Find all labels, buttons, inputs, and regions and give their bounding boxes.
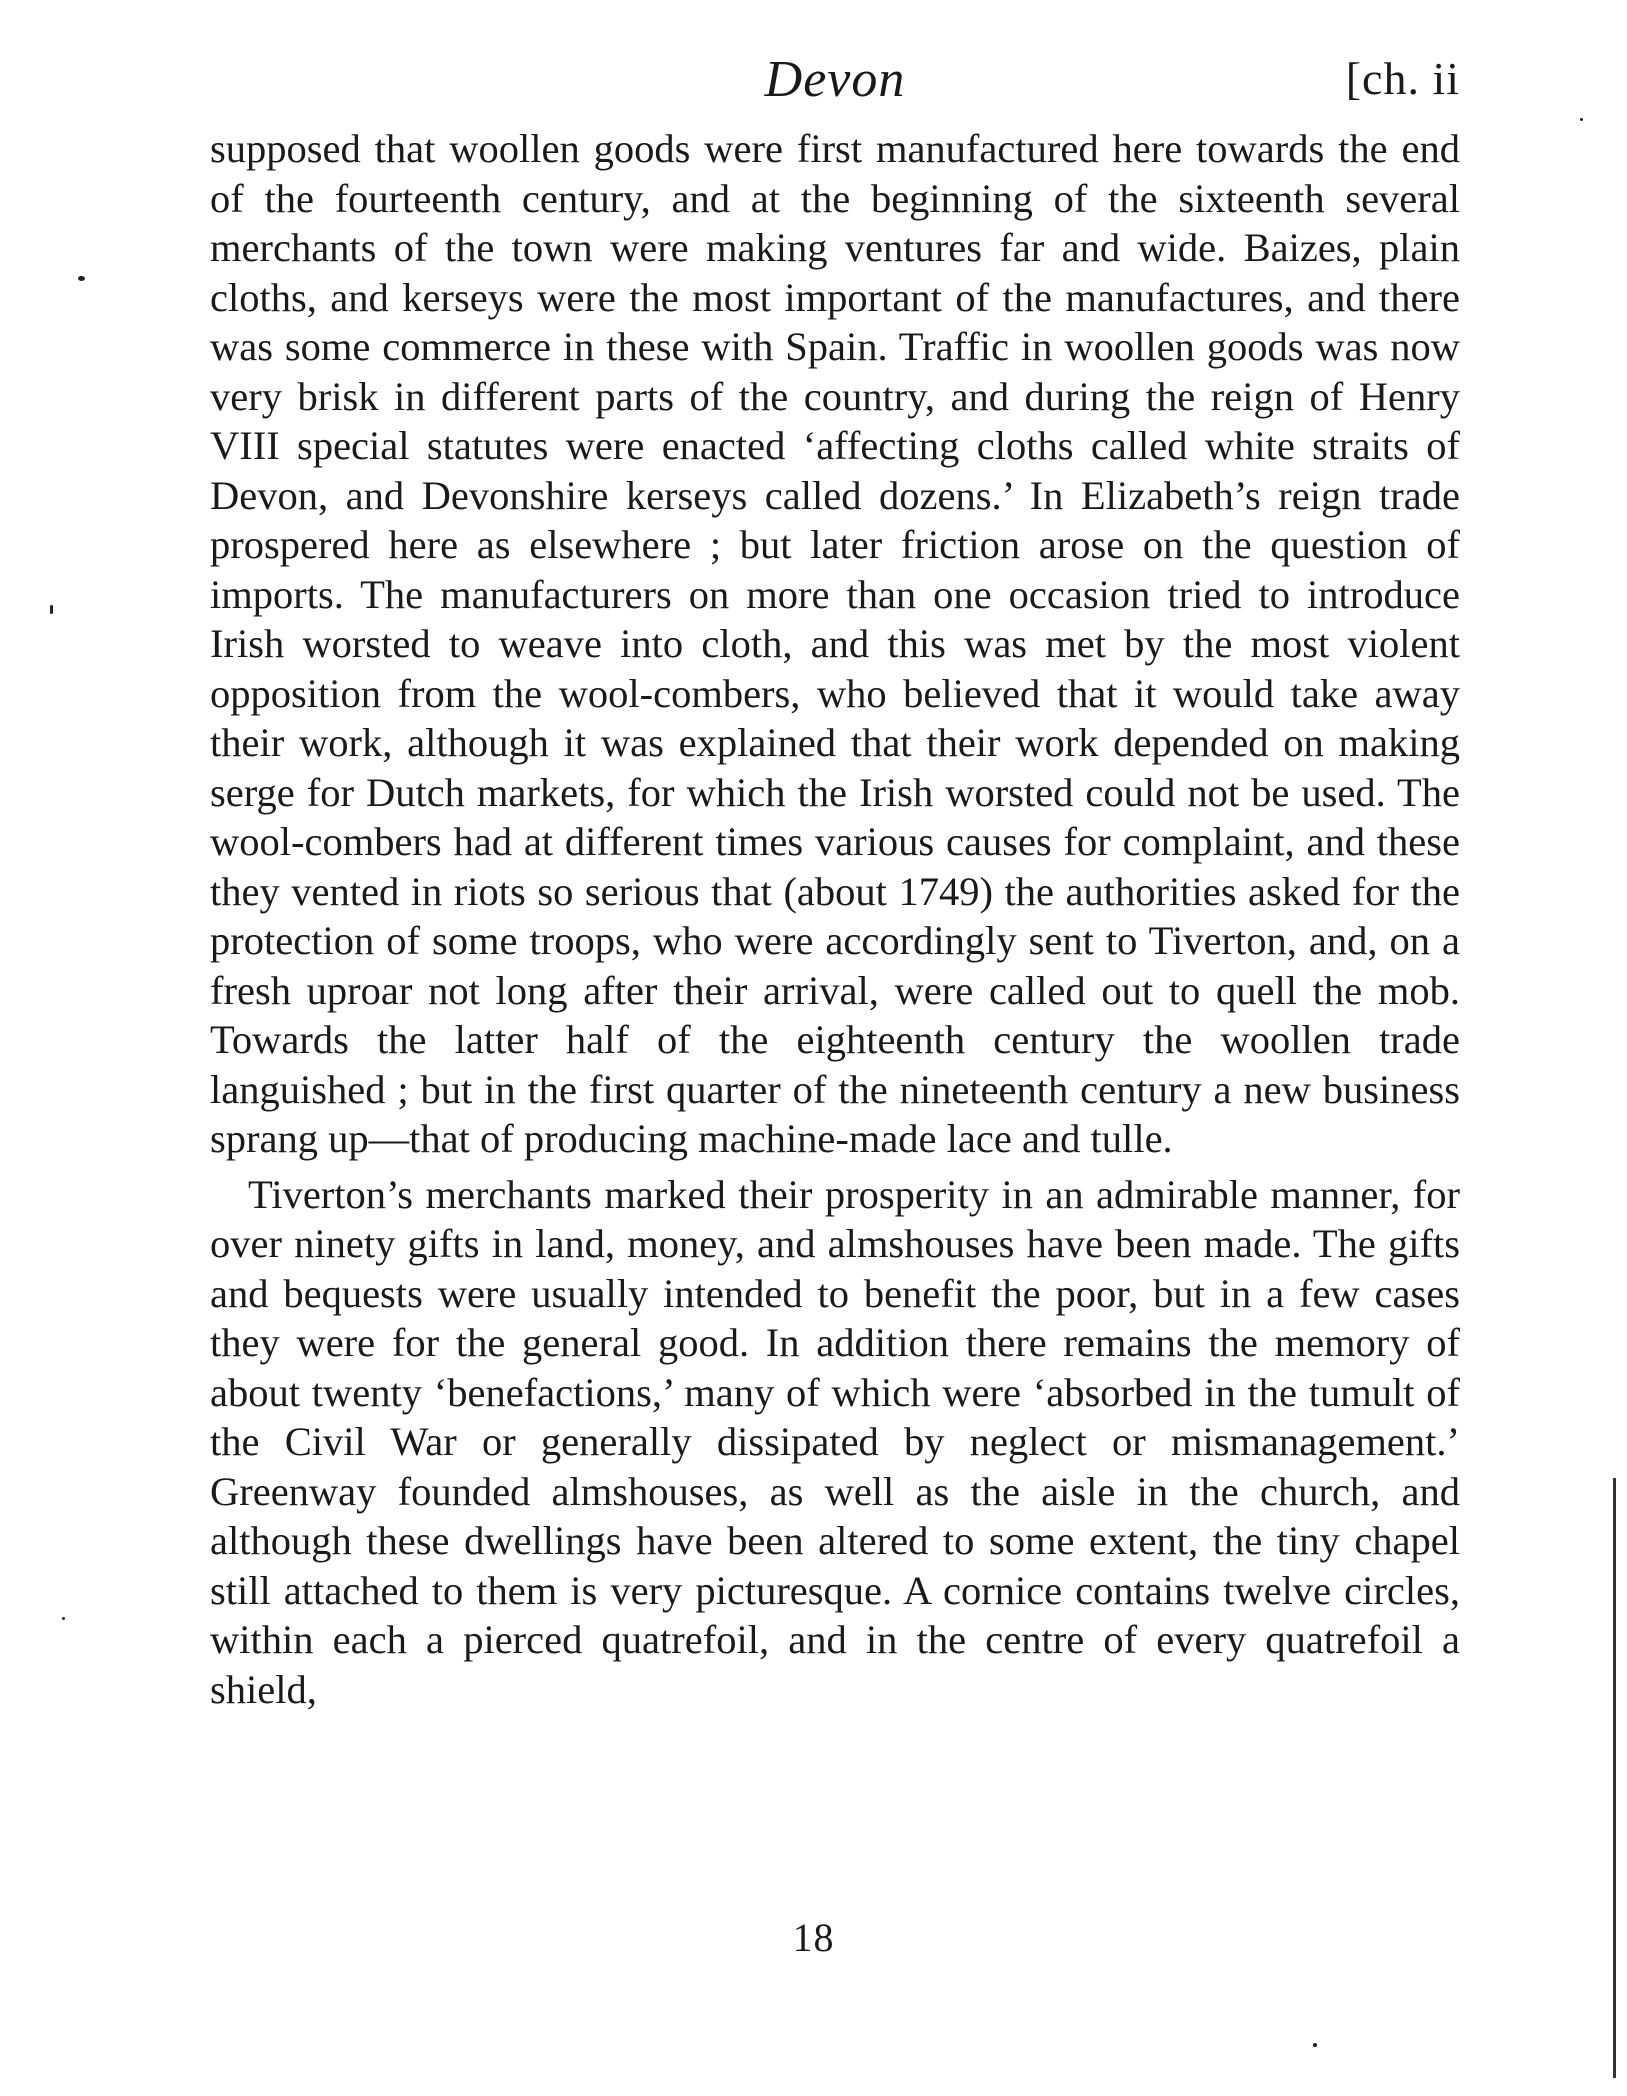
paragraph-2: Tiverton’s merchants marked their prosperity in an admirable manner, for over ninety gifts in land, money, and almshouses have been made. The gifts and bequests were usually intended to benefit the poor, but in a few cases they were for the general good. In addition there remains the memory of about twenty ‘benefactions,’ many of which were ‘absorbed in the tumult of the Civil War or generally dissipated by neglect or mismanagement.’ Greenway founded almshouses, as well as the aisle in the church, and although these dwellings have been altered to some extent, the tiny chapel still attached to them is very picturesque. A cornice contains twelve circles, within each a pierced quatrefoil, and in the centre of every quatrefoil a shield, [210, 1171, 1460, 1712]
page-number: 18 [792, 1915, 835, 1960]
scan-speck [50, 605, 53, 614]
running-head [210, 50, 1460, 130]
scan-speck [1580, 118, 1583, 121]
running-title: Devon [764, 51, 906, 108]
scan-speck [78, 276, 85, 281]
scan-speck [1313, 2043, 1317, 2047]
scan-speck [62, 1617, 65, 1620]
chapter-reference: [ch. ii [1345, 53, 1460, 104]
body-text [210, 124, 1460, 1714]
paragraph-1: supposed that woollen goods were first manufactured here towards the end of the fourteenth century, and at the beginning of the sixteenth several merchants of the town were making ventures far and wide. Baizes, plain cloths, and kerseys were the most important of the manufactures, and there was some commerce in these with Spain. Traffic in woollen goods was now very brisk in different parts of the country, and during the reign of Henry VIII special statutes were enacted ‘affecting cloths called white straits of Devon, and Devonshire kerseys called dozens.’ In Elizabeth’s reign trade prospered here as elsewhere ; but later friction arose on the question of imports. The manufacturers on more than one occasion tried to introduce Irish worsted to weave into cloth, and this was met by the most violent opposition from the wool-combers, who believed that it would take away their work, although it was explained that their work depended on making serge for Dutch markets, for which the Irish worsted could not be used. The wool-combers had at different times various causes for complaint, and these they vented in riots so serious that (about 1749) the authorities asked for the protection of some troops, who were accordingly sent to Tiverton, and, on a fresh uproar not long after their arrival, were called out to quell the mob. Towards the latter half of the eighteenth century the woollen trade languished ; but in the first quarter of the nineteenth century a new business sprang up—that of producing machine-made lace and tulle. [210, 126, 1460, 1161]
scan-edge-line [1613, 1478, 1616, 2078]
